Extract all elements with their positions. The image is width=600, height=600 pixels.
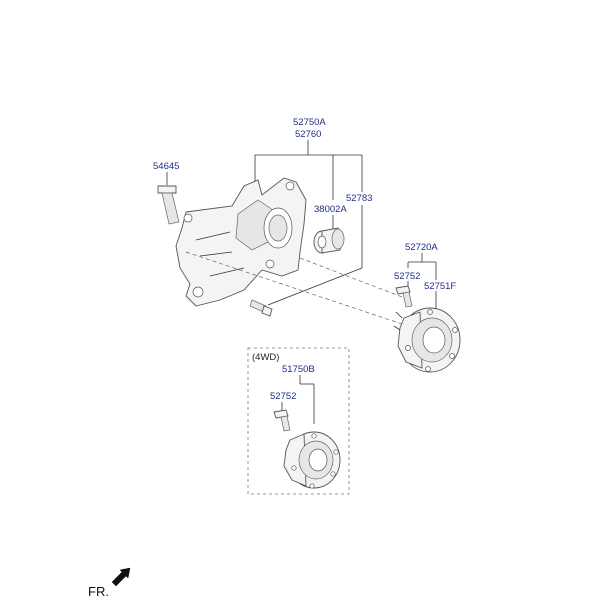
label-4wd: (4WD) [252, 352, 280, 363]
label-51750b: 51750B [282, 364, 315, 375]
label-52783: 52783 [346, 193, 373, 204]
label-52750a: 52750A [293, 117, 326, 128]
label-52752: 52752 [394, 271, 421, 282]
label-52752-4wd: 52752 [270, 391, 297, 402]
wheel-hub-51750b-icon [284, 432, 340, 488]
front-direction-arrow-icon [112, 568, 130, 586]
bolt-54645-icon [158, 186, 179, 224]
bushing-38002a-icon [314, 228, 344, 253]
label-54645: 54645 [153, 161, 180, 172]
knuckle-bolt-icon [250, 300, 272, 316]
label-fr: FR. [88, 584, 109, 599]
wheel-hub-52720a-icon [394, 308, 460, 372]
hub-bolt-52752-icon [396, 286, 412, 307]
label-52760: 52760 [295, 129, 322, 140]
label-38002a: 38002A [314, 204, 347, 215]
label-52720a: 52720A [405, 242, 438, 253]
hub-bolt-4wd-icon [274, 410, 290, 431]
label-52751f: 52751F [424, 281, 457, 292]
steering-knuckle-icon [176, 178, 306, 306]
